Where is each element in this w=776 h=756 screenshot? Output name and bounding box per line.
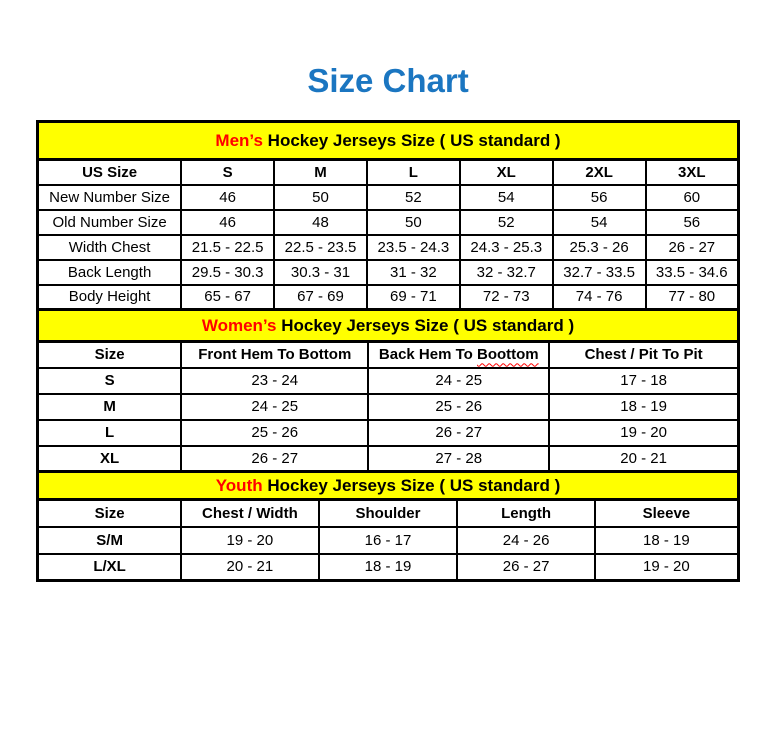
- table-row: [38, 420, 739, 446]
- value-cell: 25 - 26: [368, 394, 549, 420]
- value-cell: 29.5 - 30.3: [181, 260, 274, 285]
- value-cell: 74 - 76: [553, 285, 646, 310]
- row-label-cell: New Number Size: [38, 185, 182, 210]
- row-label-cell: L/XL: [38, 554, 182, 581]
- value-cell: 50: [367, 210, 460, 235]
- value-cell: 25.3 - 26: [553, 235, 646, 260]
- value-cell: 20 - 21: [549, 446, 738, 472]
- row-label-cell: Old Number Size: [38, 210, 182, 235]
- value-cell: 67 - 69: [274, 285, 367, 310]
- value-cell: 23 - 24: [181, 368, 368, 394]
- section-title-rest: Hockey Jerseys Size ( US standard ): [262, 475, 561, 495]
- value-cell: 32.7 - 33.5: [553, 260, 646, 285]
- value-cell: 16 - 17: [319, 527, 458, 554]
- misspelled-word: Boottom: [477, 346, 539, 364]
- row-label-cell: M: [38, 394, 182, 420]
- value-cell: 18 - 19: [319, 554, 458, 581]
- value-cell: 50: [274, 185, 367, 210]
- column-header-cell: Back Hem To Boottom: [368, 342, 549, 368]
- value-cell: 18 - 19: [595, 527, 739, 554]
- size-chart: [36, 120, 740, 582]
- womens-size-table: [36, 308, 740, 473]
- table-row: [38, 394, 739, 420]
- row-label-cell: L: [38, 420, 182, 446]
- page-title: Size Chart: [307, 62, 469, 99]
- value-cell: 65 - 67: [181, 285, 274, 310]
- table-row: [38, 285, 739, 310]
- column-header-cell: Shoulder: [319, 500, 458, 527]
- value-cell: 48: [274, 210, 367, 235]
- value-cell: 22.5 - 23.5: [274, 235, 367, 260]
- value-cell: 17 - 18: [549, 368, 738, 394]
- column-header-cell: US Size: [38, 160, 182, 185]
- value-cell: 60: [646, 185, 739, 210]
- value-cell: 27 - 28: [368, 446, 549, 472]
- value-cell: 33.5 - 34.6: [646, 260, 739, 285]
- column-header-cell: 2XL: [553, 160, 646, 185]
- column-header-cell: M: [274, 160, 367, 185]
- column-header-cell: Chest / Pit To Pit: [549, 342, 738, 368]
- value-cell: 24.3 - 25.3: [460, 235, 553, 260]
- column-header-cell: 3XL: [646, 160, 739, 185]
- section-title-band: [38, 472, 739, 500]
- value-cell: 24 - 25: [181, 394, 368, 420]
- table-row: [38, 185, 739, 210]
- column-header-cell: Chest / Width: [181, 500, 318, 527]
- value-cell: 24 - 26: [457, 527, 594, 554]
- value-cell: 46: [181, 210, 274, 235]
- section-title-accent: Women’s: [201, 315, 277, 335]
- column-header-cell: Size: [38, 500, 182, 527]
- section-title-accent: Youth: [215, 475, 263, 495]
- section-title-rest: Hockey Jerseys Size ( US standard ): [262, 130, 561, 150]
- youth-size-table: [36, 470, 740, 582]
- section-title-rest: Hockey Jerseys Size ( US standard ): [276, 315, 575, 335]
- value-cell: 24 - 25: [368, 368, 549, 394]
- value-cell: 25 - 26: [181, 420, 368, 446]
- section-title-band: [38, 122, 739, 160]
- value-cell: 26 - 27: [181, 446, 368, 472]
- section-title-accent: Men’s: [215, 130, 263, 150]
- value-cell: 26 - 27: [368, 420, 549, 446]
- table-row: [38, 554, 739, 581]
- value-cell: 19 - 20: [595, 554, 739, 581]
- table-row: [38, 446, 739, 472]
- value-cell: 30.3 - 31: [274, 260, 367, 285]
- row-label-cell: Back Length: [38, 260, 182, 285]
- column-header-cell: S: [181, 160, 274, 185]
- value-cell: 21.5 - 22.5: [181, 235, 274, 260]
- value-cell: 52: [367, 185, 460, 210]
- value-cell: 69 - 71: [367, 285, 460, 310]
- column-header-cell: Sleeve: [595, 500, 739, 527]
- value-cell: 20 - 21: [181, 554, 318, 581]
- row-label-cell: Width Chest: [38, 235, 182, 260]
- column-header-cell: Size: [38, 342, 182, 368]
- column-header-cell: Length: [457, 500, 594, 527]
- size-chart-page: [0, 64, 776, 582]
- row-label-cell: S/M: [38, 527, 182, 554]
- table-row: [38, 260, 739, 285]
- value-cell: 23.5 - 24.3: [367, 235, 460, 260]
- column-header-cell: L: [367, 160, 460, 185]
- table-row: [38, 368, 739, 394]
- value-cell: 54: [553, 210, 646, 235]
- value-cell: 52: [460, 210, 553, 235]
- value-cell: 56: [553, 185, 646, 210]
- column-header-cell: XL: [460, 160, 553, 185]
- value-cell: 26 - 27: [646, 235, 739, 260]
- table-row: [38, 527, 739, 554]
- value-cell: 19 - 20: [181, 527, 318, 554]
- mens-size-table: [36, 120, 740, 311]
- value-cell: 77 - 80: [646, 285, 739, 310]
- value-cell: 72 - 73: [460, 285, 553, 310]
- table-row: [38, 235, 739, 260]
- value-cell: 31 - 32: [367, 260, 460, 285]
- row-label-cell: S: [38, 368, 182, 394]
- value-cell: 54: [460, 185, 553, 210]
- value-cell: 56: [646, 210, 739, 235]
- table-row: [38, 210, 739, 235]
- value-cell: 26 - 27: [457, 554, 594, 581]
- value-cell: 32 - 32.7: [460, 260, 553, 285]
- row-label-cell: Body Height: [38, 285, 182, 310]
- value-cell: 19 - 20: [549, 420, 738, 446]
- column-header-cell: Front Hem To Bottom: [181, 342, 368, 368]
- value-cell: 18 - 19: [549, 394, 738, 420]
- row-label-cell: XL: [38, 446, 182, 472]
- value-cell: 46: [181, 185, 274, 210]
- section-title-band: [38, 310, 739, 342]
